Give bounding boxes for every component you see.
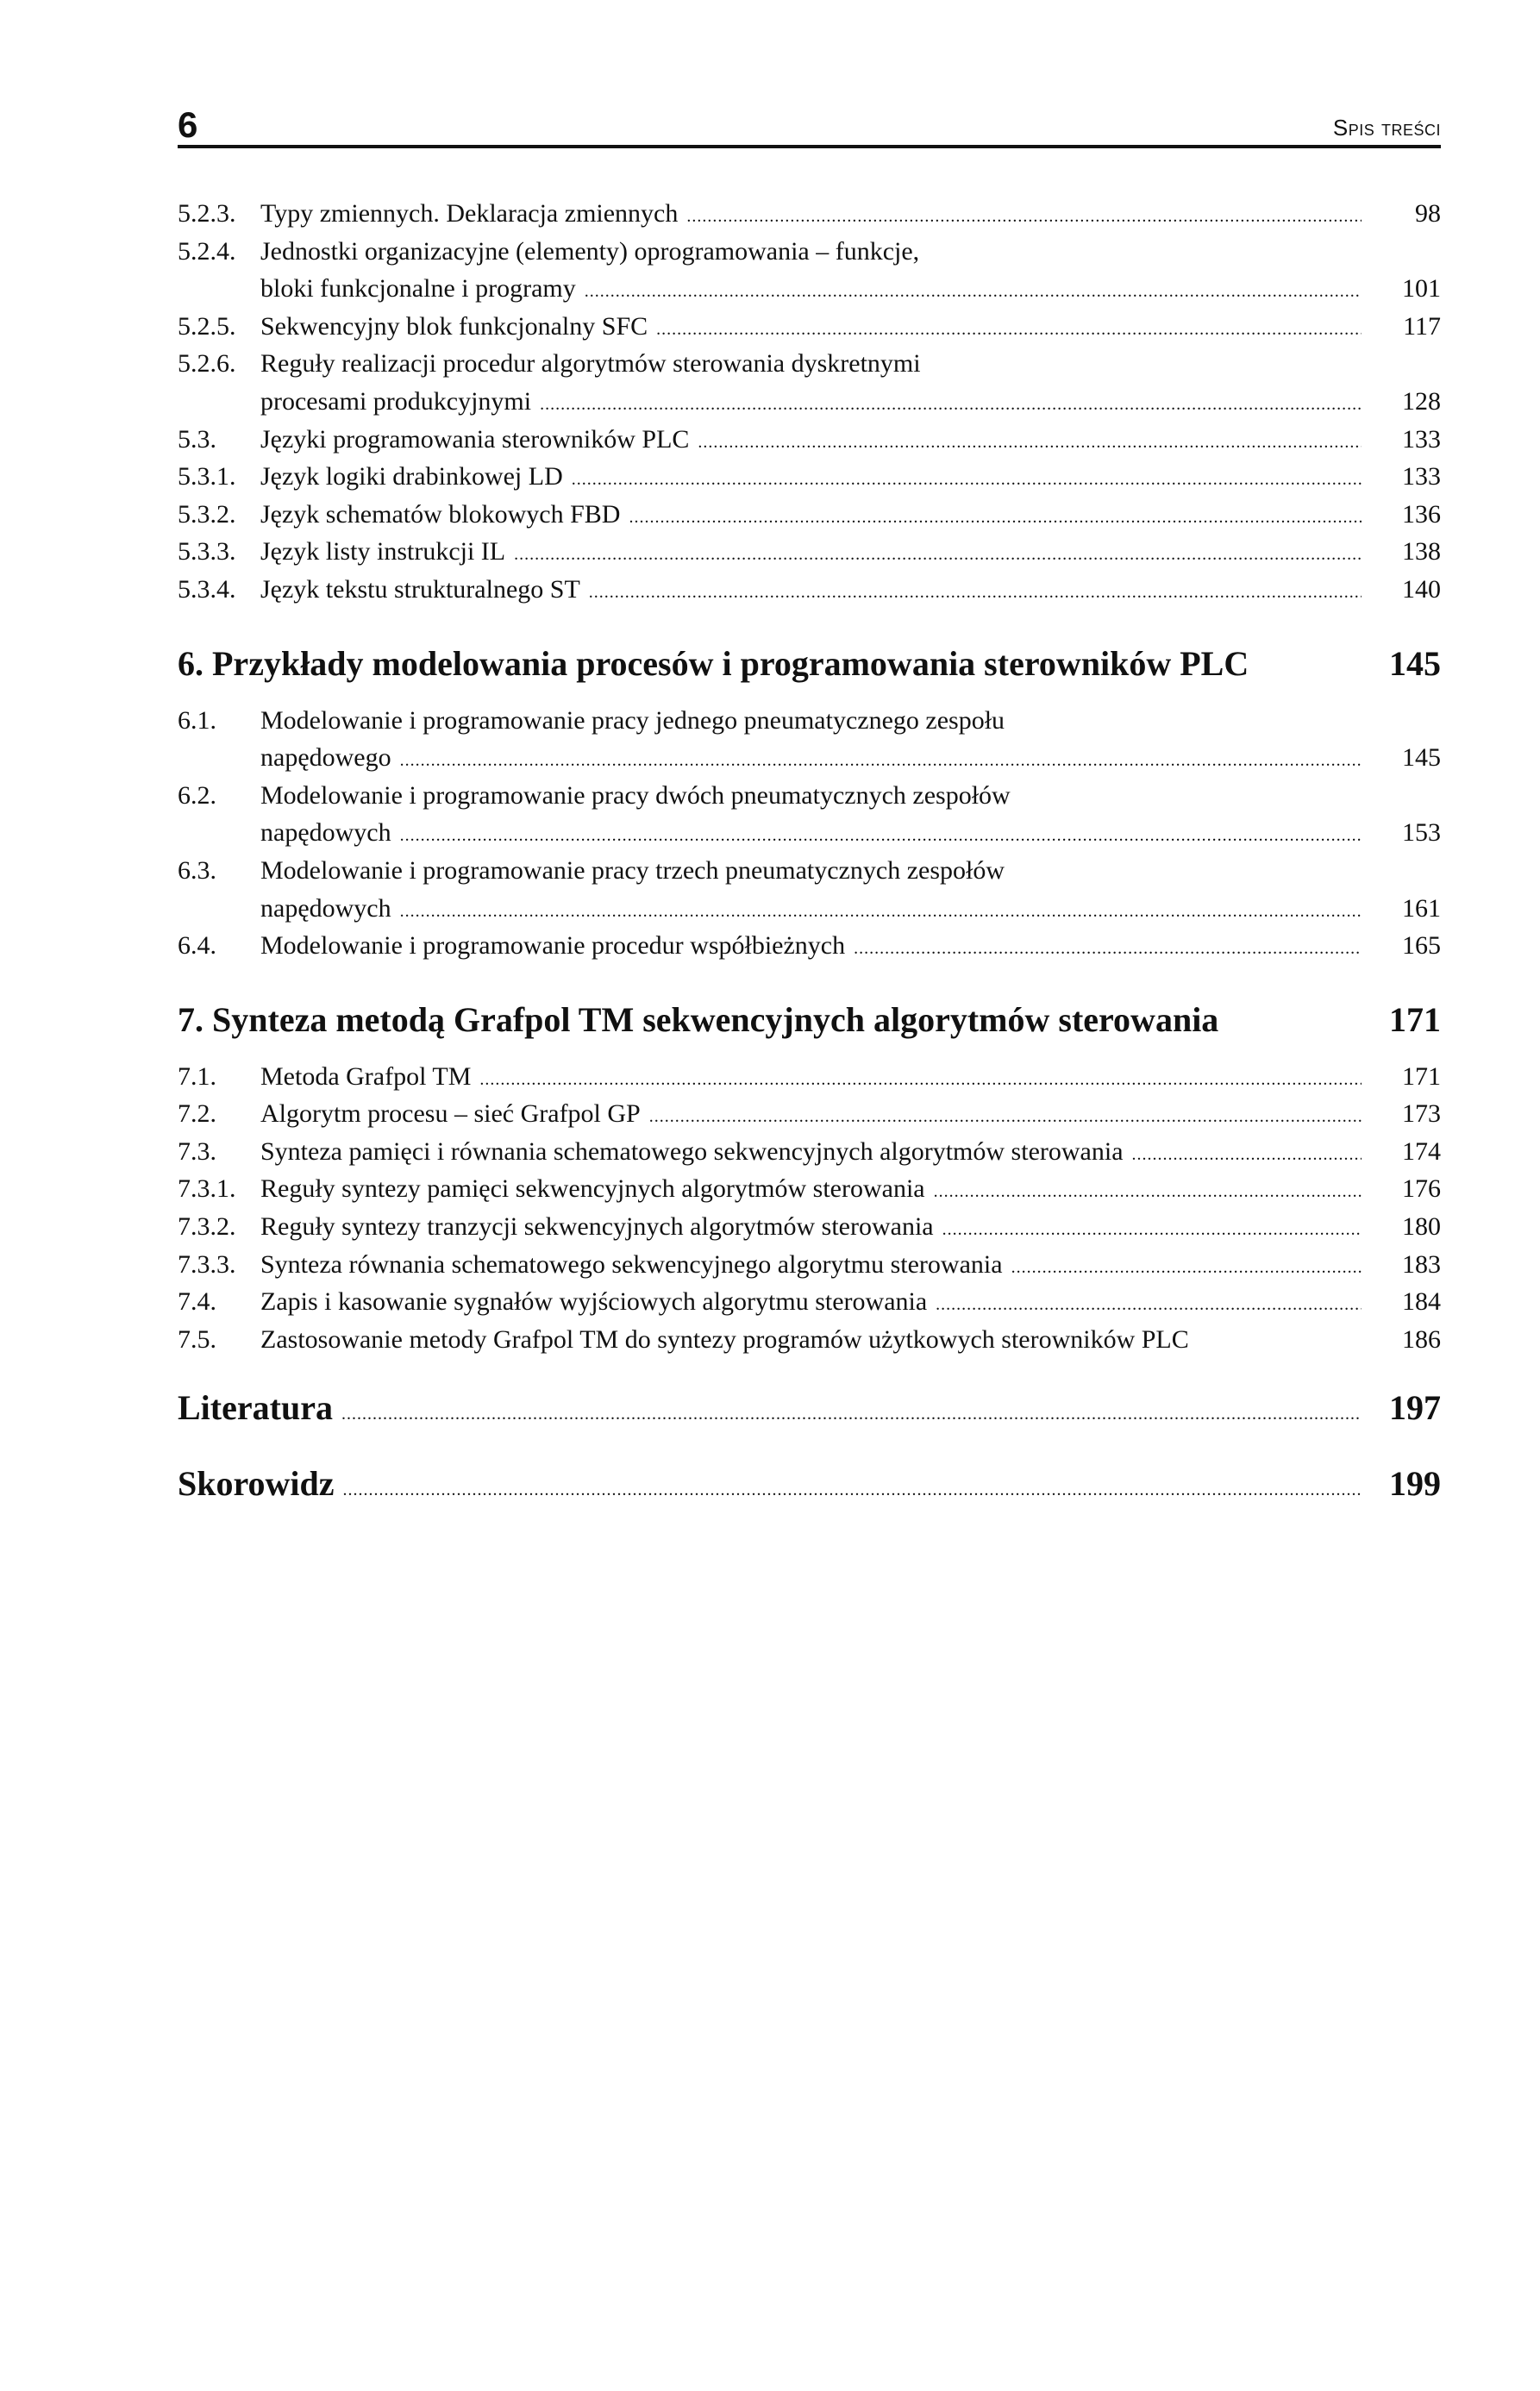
section-number: 5.3.3.	[178, 537, 236, 566]
section-title: Język tekstu strukturalnego ST	[260, 574, 580, 604]
section-page-number: 183	[1402, 1249, 1441, 1279]
toc-entry	[178, 777, 1441, 815]
toc-entry	[178, 1246, 1441, 1284]
toc-entry	[178, 195, 1441, 233]
chapter-title: 6. Przykłady modelowania procesów i programowania sterowników PLC	[178, 643, 1249, 683]
section-title-continued: napędowego	[260, 743, 391, 773]
toc-entry	[178, 1133, 1441, 1171]
toc-chapter-heading	[178, 1458, 1441, 1510]
section-page-number: 173	[1402, 1099, 1441, 1129]
dot-leader	[934, 1174, 1362, 1211]
section-page-number: 136	[1402, 499, 1441, 529]
section-page-number: 180	[1402, 1212, 1441, 1242]
chapter-page-number: 199	[1389, 1464, 1441, 1504]
dot-leader	[585, 273, 1362, 311]
section-number: 6.1.	[178, 705, 216, 735]
section-number: 5.3.1.	[178, 462, 236, 491]
section-number: 5.2.5.	[178, 311, 236, 341]
section-page-number: 128	[1402, 386, 1441, 416]
dot-leader	[540, 386, 1362, 424]
dot-leader	[400, 742, 1362, 780]
section-title-continued: napędowych	[260, 893, 391, 923]
toc-entry-continuation	[178, 814, 1441, 852]
section-title: Modelowanie i programowanie pracy dwóch pneumatycznych zespołów	[260, 780, 1011, 810]
running-title: Spis treści	[1332, 115, 1441, 141]
section-page-number: 101	[1402, 274, 1441, 304]
toc-chapter-heading	[178, 1382, 1441, 1434]
section-number: 6.3.	[178, 855, 216, 885]
section-title: Reguły syntezy pamięci sekwencyjnych algorytmów sterowania	[260, 1174, 925, 1204]
section-number: 7.3.3.	[178, 1249, 236, 1279]
section-title-continued: bloki funkcjonalne i programy	[260, 274, 576, 304]
section-title: Zapis i kasowanie sygnałów wyjściowych algorytmu sterowania	[260, 1287, 928, 1317]
toc-entry	[178, 308, 1441, 346]
section-number: 5.2.4.	[178, 236, 236, 266]
section-title: Język logiki drabinkowej LD	[260, 462, 563, 491]
dot-leader	[936, 1286, 1362, 1324]
toc-entry-continuation	[178, 383, 1441, 421]
section-page-number: 117	[1403, 311, 1441, 341]
section-number: 5.3.	[178, 424, 216, 454]
section-number: 7.2.	[178, 1099, 216, 1129]
toc-entry-continuation	[178, 739, 1441, 777]
section-page-number: 133	[1402, 424, 1441, 454]
toc-entry	[178, 1170, 1441, 1208]
dot-leader	[686, 198, 1362, 236]
toc-entry	[178, 571, 1441, 609]
section-title: Reguły syntezy tranzycji sekwencyjnych algorytmów sterowania	[260, 1212, 934, 1242]
toc-entry-continuation	[178, 890, 1441, 928]
section-number: 7.1.	[178, 1061, 216, 1091]
dot-leader	[400, 817, 1362, 855]
toc-entry-continuation	[178, 270, 1441, 308]
section-page-number: 133	[1402, 462, 1441, 491]
section-number: 5.3.2.	[178, 499, 236, 529]
toc-chapter-heading	[178, 994, 1441, 1046]
section-page-number: 161	[1402, 893, 1441, 923]
toc-entry	[178, 927, 1441, 965]
section-title: Metoda Grafpol TM	[260, 1061, 472, 1091]
section-number: 5.2.3.	[178, 199, 236, 228]
dot-leader	[479, 1061, 1362, 1099]
section-title: Modelowanie i programowanie procedur współbieżnych	[260, 931, 846, 961]
section-title: Języki programowania sterowników PLC	[260, 424, 690, 454]
toc-entry	[178, 1208, 1441, 1246]
section-page-number: 165	[1402, 931, 1441, 961]
section-title: Reguły realizacji procedur algorytmów sterowania dyskretnymi	[260, 349, 921, 379]
chapter-title: Skorowidz	[178, 1464, 335, 1504]
dot-leader	[514, 536, 1362, 574]
toc-entry	[178, 233, 1441, 271]
section-page-number: 186	[1402, 1324, 1441, 1354]
section-title: Synteza równania schematowego sekwencyjnego algorytmu sterowania	[260, 1249, 1003, 1279]
section-title-continued: napędowych	[260, 818, 391, 848]
section-page-number: 153	[1402, 818, 1441, 848]
section-page-number: 98	[1415, 199, 1441, 228]
dot-leader	[572, 461, 1362, 499]
toc-entry	[178, 852, 1441, 890]
dot-leader	[1132, 1136, 1362, 1174]
dot-leader	[649, 1098, 1362, 1136]
section-page-number: 140	[1402, 574, 1441, 604]
dot-leader	[854, 930, 1362, 968]
chapter-page-number: 197	[1389, 1388, 1441, 1428]
section-page-number: 138	[1402, 537, 1441, 566]
section-number: 6.2.	[178, 780, 216, 810]
toc-entry	[178, 1283, 1441, 1321]
section-number: 7.4.	[178, 1287, 216, 1317]
section-title-continued: procesami produkcyjnymi	[260, 386, 532, 416]
dot-leader	[343, 1464, 1362, 1516]
toc-chapter-heading	[178, 638, 1441, 690]
chapter-title: 7. Synteza metodą Grafpol TM sekwencyjnych algorytmów sterowania	[178, 999, 1219, 1039]
chapter-title: Literatura	[178, 1388, 333, 1428]
toc-entry	[178, 1321, 1441, 1359]
section-number: 7.3.1.	[178, 1174, 236, 1204]
section-title: Modelowanie i programowanie pracy jednego pneumatycznego zespołu	[260, 705, 1005, 735]
section-title: Synteza pamięci i równania schematowego sekwencyjnych algorytmów sterowania	[260, 1136, 1124, 1166]
section-title: Język listy instrukcji IL	[260, 537, 506, 566]
section-page-number: 171	[1402, 1061, 1441, 1091]
section-title: Sekwencyjny blok funkcjonalny SFC	[260, 311, 648, 341]
dot-leader	[589, 574, 1362, 612]
dot-leader	[400, 893, 1362, 931]
dot-leader	[698, 424, 1362, 462]
section-title: Algorytm procesu – sieć Grafpol GP	[260, 1099, 641, 1129]
section-page-number: 176	[1402, 1174, 1441, 1204]
toc-entry	[178, 458, 1441, 496]
section-title: Zastosowanie metody Grafpol TM do syntezy programów użytkowych sterowników PLC	[260, 1324, 1189, 1354]
page-number: 6	[178, 104, 198, 145]
section-page-number: 184	[1402, 1287, 1441, 1317]
dot-leader	[629, 499, 1362, 537]
toc-entry	[178, 533, 1441, 571]
dot-leader	[656, 311, 1362, 349]
table-of-contents	[178, 195, 1441, 1510]
section-number: 5.2.6.	[178, 349, 236, 379]
section-title: Typy zmiennych. Deklaracja zmiennych	[260, 199, 679, 228]
dot-leader	[341, 1388, 1362, 1440]
page-header	[178, 97, 1441, 148]
section-page-number: 145	[1402, 743, 1441, 773]
toc-entry	[178, 421, 1441, 459]
toc-entry	[178, 345, 1441, 383]
chapter-page-number: 171	[1389, 999, 1441, 1039]
section-title: Język schematów blokowych FBD	[260, 499, 621, 529]
toc-entry	[178, 702, 1441, 740]
section-page-number: 174	[1402, 1136, 1441, 1166]
section-title: Jednostki organizacyjne (elementy) oprogramowania – funkcje,	[260, 236, 920, 266]
chapter-page-number: 145	[1389, 643, 1441, 683]
toc-entry	[178, 1095, 1441, 1133]
section-number: 6.4.	[178, 931, 216, 961]
section-number: 7.3.	[178, 1136, 216, 1166]
toc-entry	[178, 496, 1441, 534]
section-number: 7.3.2.	[178, 1212, 236, 1242]
section-title: Modelowanie i programowanie pracy trzech pneumatycznych zespołów	[260, 855, 1005, 885]
toc-entry	[178, 1058, 1441, 1096]
section-number: 7.5.	[178, 1324, 216, 1354]
section-number: 5.3.4.	[178, 574, 236, 604]
dot-leader	[1011, 1249, 1362, 1287]
dot-leader	[942, 1211, 1362, 1249]
